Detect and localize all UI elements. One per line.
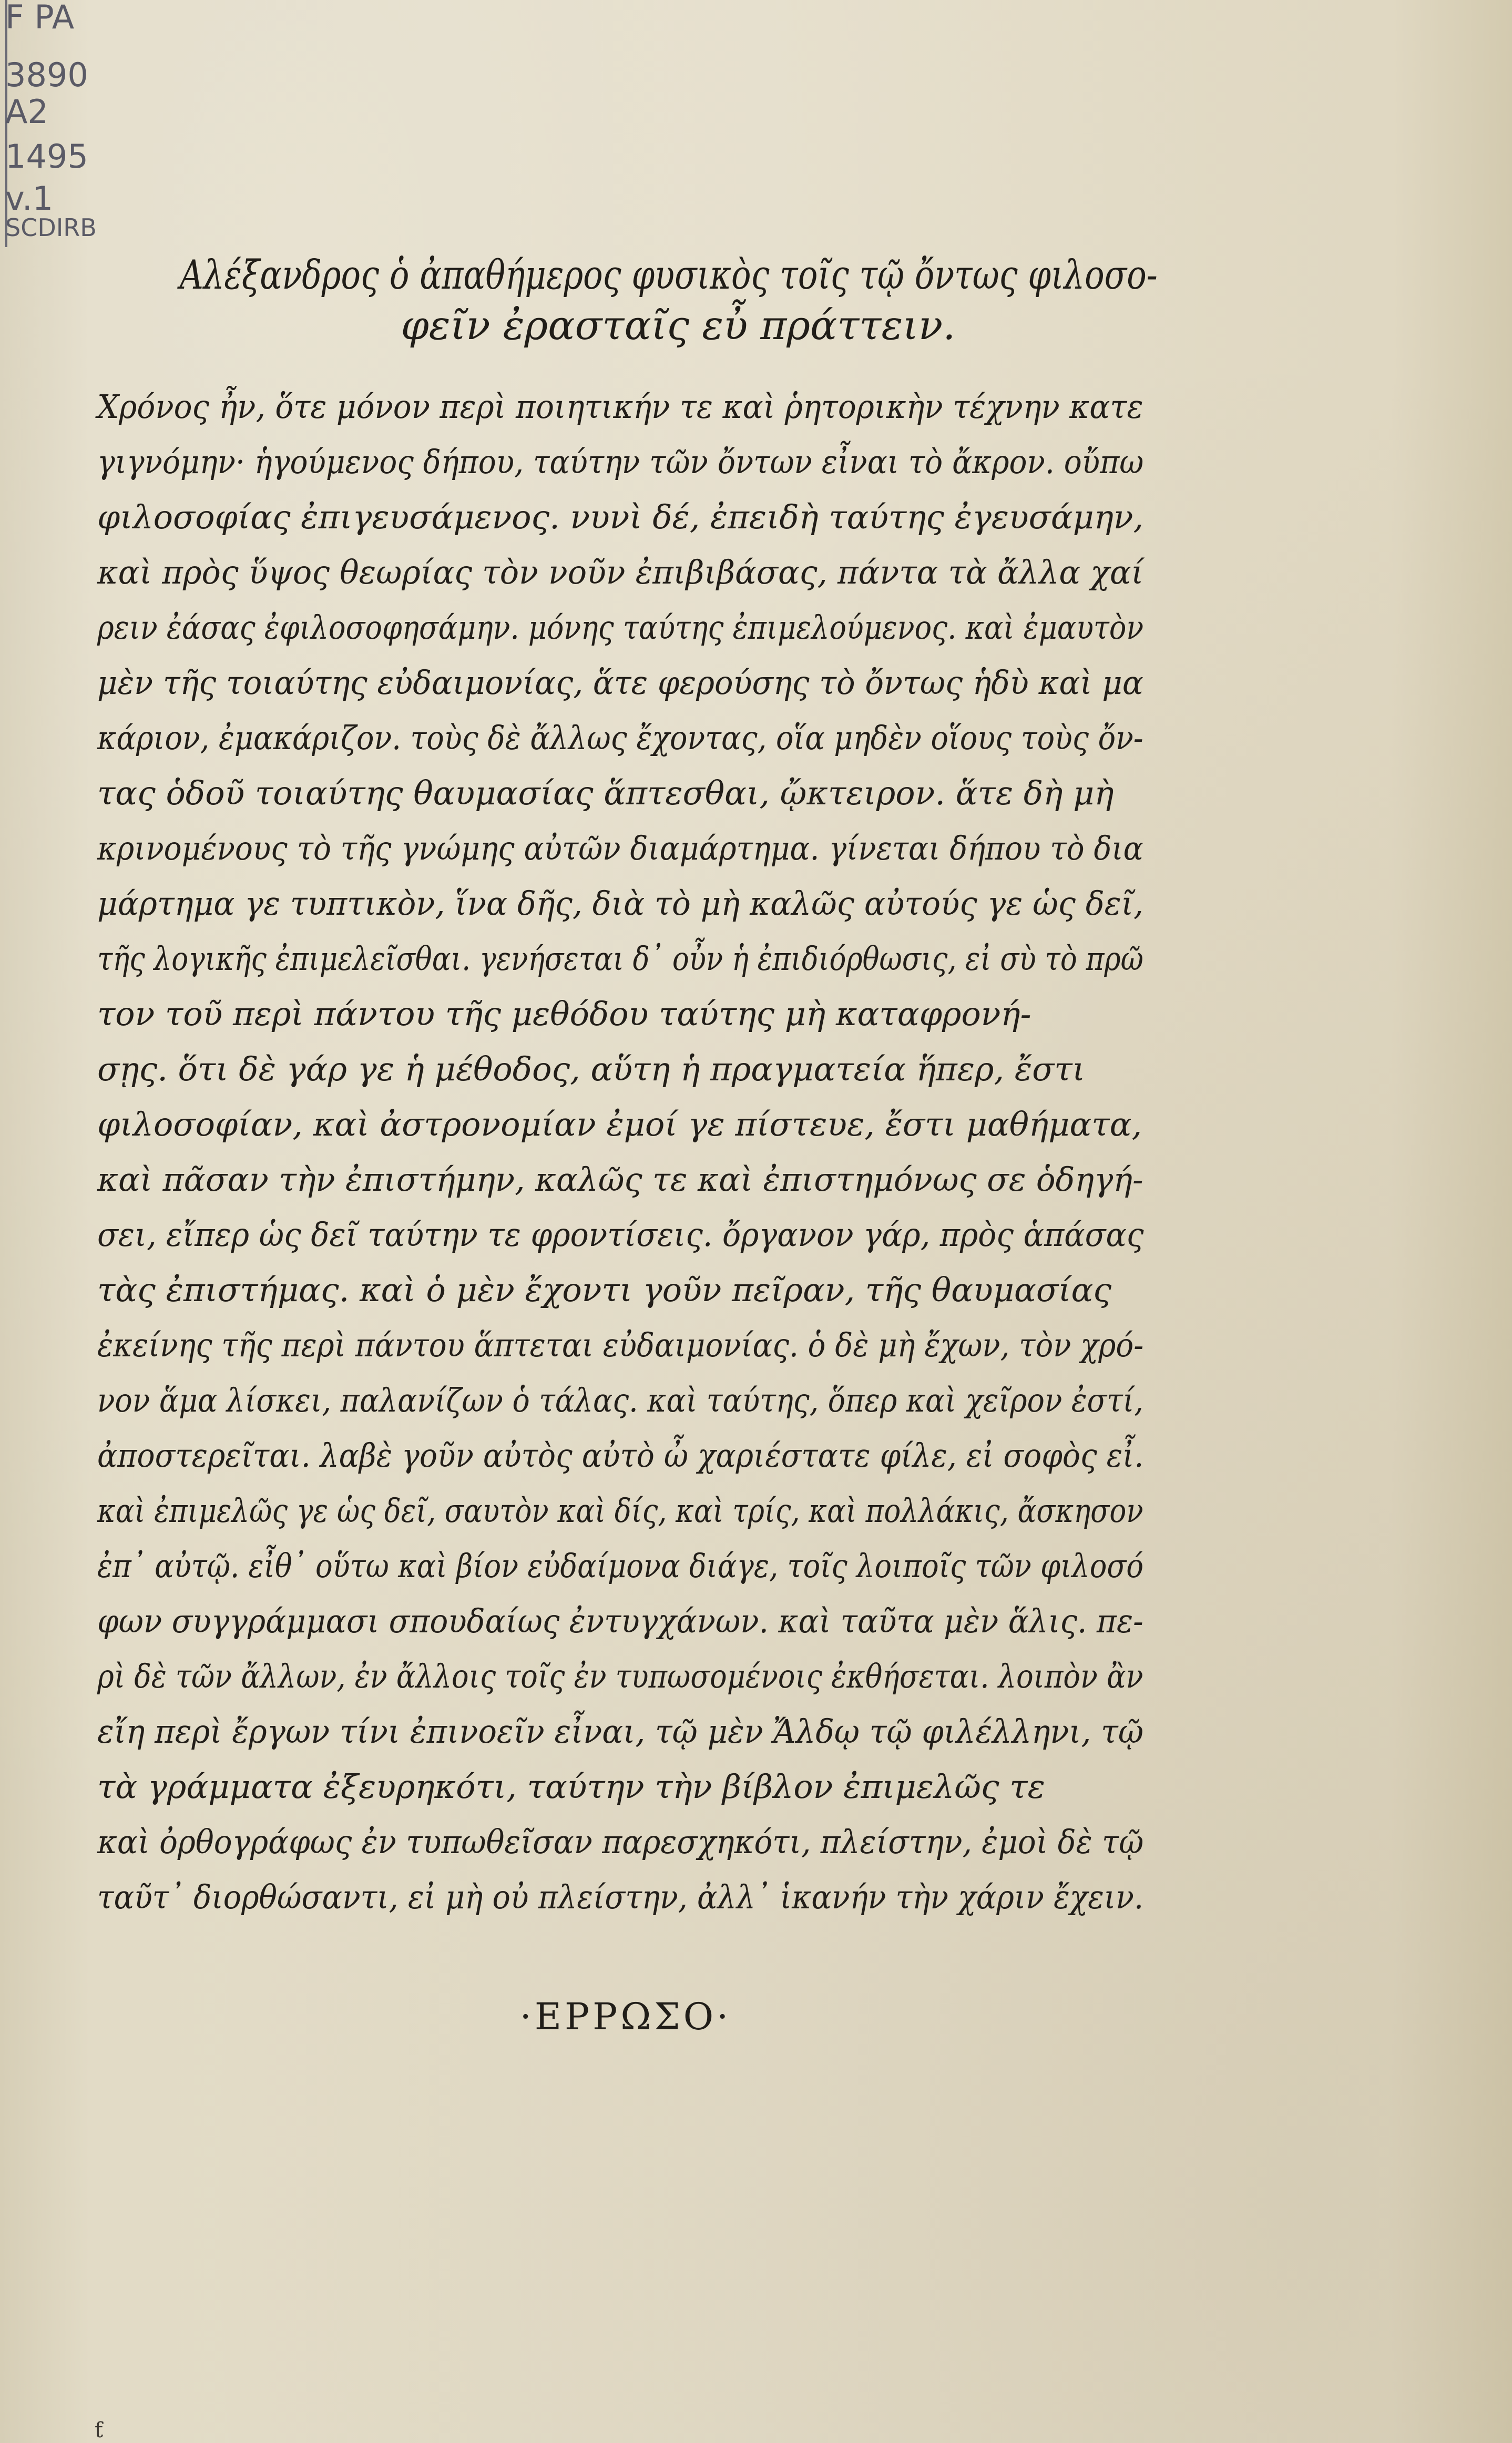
text-line: γιγνόμην· ἡγούμενος δήπου, ταύτην τῶν ὄντων εἶναι τὸ ἄκρον. οὔπω [97, 443, 1144, 481]
text-line: τὰς ἐπιστήμας. καὶ ὁ μὲν ἔχοντι γοῦν πεῖραν, τῆς θαυμασίας [97, 1271, 1112, 1309]
text-line: καὶ ἐπιμελῶς γε ὡς δεῖ, σαυτὸν καὶ δίς, καὶ τρίς, καὶ πολλάκις, ἄσκησον [97, 1491, 1143, 1530]
shelfmark-line: 3890 [5, 56, 88, 94]
text-line: τὰ γράμματα ἐξευρηκότι, ταύτην τὴν βίβλον ἐπιμελῶς τε [97, 1767, 1045, 1806]
text-line: φιλοσοφίαν, καὶ ἀστρονομίαν ἐμοί γε πίστευε, ἔστι μαθήματα, [97, 1105, 1142, 1143]
shelfmark-line: SCDIRB [5, 213, 97, 242]
text-line: νον ἅμα λίσκει, παλανίζων ὁ τάλας. καὶ ταύτης, ὅπερ καὶ χεῖρον ἐστί, [97, 1381, 1143, 1419]
shelfmark-line: 1495 [5, 137, 88, 176]
text-line: ἐπ᾽ αὐτῷ. εἶθ᾽ οὕτω καὶ βίον εὐδαίμονα διάγε, τοῖς λοιποῖς τῶν φιλοσό [97, 1547, 1144, 1585]
text-line: φων συγγράμμασι σπουδαίως ἐντυγχάνων. καὶ ταῦτα μὲν ἅλις. πε- [97, 1602, 1143, 1640]
library-shelfmark [0, 0, 173, 247]
text-line: μάρτημα γε τυπτικὸν, ἵνα δῆς, διὰ τὸ μὴ καλῶς αὐτούς γε ὡς δεῖ, [97, 884, 1143, 923]
text-line: Χρόνος ἦν, ὅτε μόνον περὶ ποιητικήν τε καὶ ῥητορικὴν τέχνην κατε [97, 387, 1143, 426]
text-line: ἐκείνης τῆς περὶ πάντου ἅπτεται εὐδαιμονίας. ὁ δὲ μὴ ἔχων, τὸν χρό- [97, 1326, 1144, 1364]
text-line: σει, εἴπερ ὡς δεῖ ταύτην τε φροντίσεις. ὄργανον γάρ, πρὸς ἁπάσας [97, 1215, 1144, 1254]
shelfmark-line: F PA [5, 0, 75, 36]
shelfmark-line: v.1 [5, 179, 54, 218]
text-line: φιλοσοφίας ἐπιγευσάμενος. νυνὶ δέ, ἐπειδὴ ταύτης ἐγευσάμην, [97, 498, 1144, 536]
text-line: ἀποστερεῖται. λαβὲ γοῦν αὐτὸς αὐτὸ ὦ χαριέστατε φίλε, εἰ σοφὸς εἶ. [97, 1436, 1144, 1475]
text-line: ρειν ἐάσας ἐφιλοσοφησάμην. μόνης ταύτης ἐπιμελούμενος. καὶ ἐμαυτὸν [97, 608, 1144, 647]
closing-salutation: ·ΕΡΡΩΣΟ· [519, 1995, 732, 2038]
signature-mark: ƭ [95, 2418, 104, 2442]
page-heading [179, 250, 1167, 351]
heading-line: Αλέξανδρος ὁ ἀπαθήμερος φυσικὸς τοῖς τῷ ὄντως φιλοσο- [179, 251, 1158, 298]
text-line: ταῦτ᾽ διορθώσαντι, εἰ μὴ οὐ πλείστην, ἀλλ᾽ ἱκανήν τὴν χάριν ἔχειν. [97, 1878, 1144, 1916]
shelfmark-line: A2 [5, 93, 48, 131]
text-line: ρὶ δὲ τῶν ἄλλων, ἐν ἄλλοις τοῖς ἐν τυπωσομένοις ἐκθήσεται. λοιπὸν ἂν [97, 1657, 1143, 1695]
text-line: εἴη περὶ ἔργων τίνι ἐπινοεῖν εἶναι, τῷ μὲν Ἄλδῳ τῷ φιλέλληνι, τῷ [97, 1712, 1144, 1751]
text-line: τῆς λογικῆς ἐπιμελεῖσθαι. γενήσεται δ᾽ οὖν ἡ ἐπιδιόρθωσις, εἰ σὺ τὸ πρῶ [97, 939, 1143, 978]
text-line: καὶ πρὸς ὕψος θεωρίας τὸν νοῦν ἐπιβιβάσας, πάντα τὰ ἄλλα χαί [97, 553, 1144, 591]
text-line: καὶ ὀρθογράφως ἐν τυπωθεῖσαν παρεσχηκότι, πλείστην, ἐμοὶ δὲ τῷ [97, 1823, 1144, 1861]
text-line: τον τοῦ περὶ πάντου τῆς μεθόδου ταύτης μὴ καταφρονή- [97, 995, 1031, 1033]
text-line: μὲν τῆς τοιαύτης εὐδαιμονίας, ἅτε φερούσης τὸ ὄντως ἡδὺ καὶ μα [97, 663, 1143, 702]
text-line: καὶ πᾶσαν τὴν ἐπιστήμην, καλῶς τε καὶ ἐπιστημόνως σε ὁδηγή- [97, 1160, 1143, 1199]
text-line: τας ὁδοῦ τοιαύτης θαυμασίας ἅπτεσθαι, ᾤκτειρον. ἅτε δὴ μὴ [97, 774, 1114, 812]
text-line: κάριον, ἐμακάριζον. τοὺς δὲ ἄλλως ἔχοντας, οἵα μηδὲν οἵους τοὺς ὄν- [97, 719, 1143, 757]
text-line: σῃς. ὅτι δὲ γάρ γε ἡ μέθοδος, αὕτη ἡ πραγματεία ἥπερ, ἔστι [97, 1050, 1086, 1088]
text-line: κρινομένους τὸ τῆς γνώμης αὐτῶν διαμάρτημα. γίνεται δήπου τὸ δια [97, 829, 1143, 867]
heading-line: φεῖν ἐρασταῖς εὖ πράττειν. [401, 302, 956, 349]
